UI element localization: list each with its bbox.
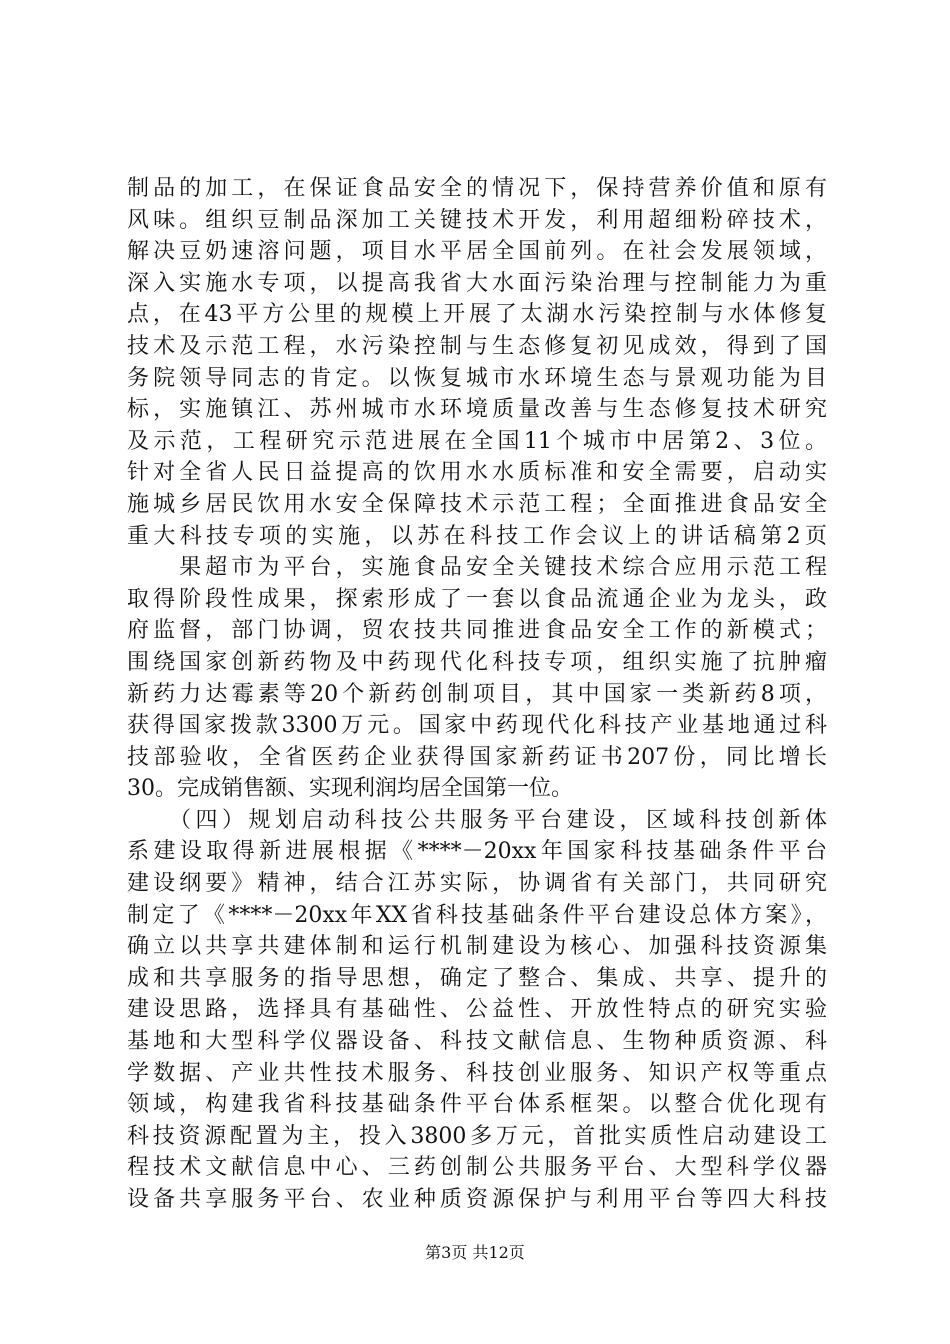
text-line: 新药力达霉素等20个新药创制项目，其中国家一类新药8项，: [127, 681, 827, 707]
text-line: 重大科技专项的实施，以苏在科技工作会议上的讲话稿第2页: [127, 523, 827, 549]
text-line: 务院领导同志的肯定。以恢复城市水环境生态与景观功能为目: [127, 365, 827, 391]
text-line: 风味。组织豆制品深加工关键技术开发，利用超细粉碎技术，: [127, 207, 827, 233]
text-line: 成和共享服务的指导思想，确定了整合、集成、共享、提升的: [127, 965, 827, 991]
text-line: 解决豆奶速溶问题，项目水平居全国前列。在社会发展领域，: [127, 239, 827, 265]
text-line: 设备共享服务平台、农业种质资源保护与利用平台等四大科技: [127, 1187, 827, 1212]
text-line: 深入实施水专项，以提高我省大水面污染治理与控制能力为重: [127, 270, 827, 296]
text-line: 取得阶段性成果，探索形成了一套以食品流通企业为龙头，政: [127, 586, 827, 612]
text-line: 30。完成销售额、实现利润均居全国第一位。: [127, 776, 573, 802]
text-line: 学数据、产业共性技术服务、科技创业服务、知识产权等重点: [127, 1060, 827, 1086]
text-line: 点，在43平方公里的规模上开展了太湖水污染控制与水体修复: [127, 302, 827, 328]
text-line: 获得国家拨款3300万元。国家中药现代化科技产业基地通过科: [127, 713, 827, 739]
text-line: 建设思路，选择具有基础性、公益性、开放性特点的研究实验: [127, 997, 827, 1023]
text-line: 府监督，部门协调，贸农技共同推进食品安全工作的新模式；: [127, 618, 827, 644]
text-line: 系建设取得新进展根据《****－20xx年国家科技基础条件平台: [127, 839, 827, 865]
text-line: 科技资源配置为主，投入3800多万元，首批实质性启动建设工: [127, 1123, 827, 1149]
text-line: 技部验收，全省医药企业获得国家新药证书207份，同比增长: [127, 744, 827, 770]
text-line: 施城乡居民饮用水安全保障技术示范工程；全面推进食品安全: [127, 491, 827, 517]
text-line: 程技术文献信息中心、三药创制公共服务平台、大型科学仪器: [127, 1155, 827, 1181]
text-line: 领域，构建我省科技基础条件平台体系框架。以整合优化现有: [127, 1092, 827, 1118]
body-text: [127, 173, 827, 1216]
text-line: 技术及示范工程，水污染控制与生态修复初见成效，得到了国: [127, 333, 827, 359]
text-line: 及示范，工程研究示范进展在全国11个城市中居第2、3位。: [127, 428, 827, 454]
text-line: 制定了《****－20xx年XX省科技基础条件平台建设总体方案》，: [127, 902, 827, 928]
text-line: 针对全省人民日益提高的饮用水水质标准和安全需要，启动实: [127, 460, 827, 486]
text-line: 标，实施镇江、苏州城市水环境质量改善与生态修复技术研究: [127, 397, 827, 423]
text-line: 制品的加工，在保证食品安全的情况下，保持营养价值和原有: [127, 176, 827, 201]
text-line: 果超市为平台，实施食品安全关键技术综合应用示范工程: [127, 555, 827, 581]
page-number: 第3页 共12页: [425, 1243, 525, 1262]
text-line: 基地和大型科学仪器设备、科技文献信息、生物种质资源、科: [127, 1029, 827, 1055]
text-line: 建设纲要》精神，结合江苏实际，协调省有关部门，共同研究: [127, 871, 827, 897]
text-line: 围绕国家创新药物及中药现代化科技专项，组织实施了抗肿瘤: [127, 649, 827, 675]
text-line: 确立以共享共建体制和运行机制建设为核心、加强科技资源集: [127, 934, 827, 960]
text-line: （四）规划启动科技公共服务平台建设，区域科技创新体: [127, 807, 827, 833]
page-footer: [0, 1243, 950, 1263]
